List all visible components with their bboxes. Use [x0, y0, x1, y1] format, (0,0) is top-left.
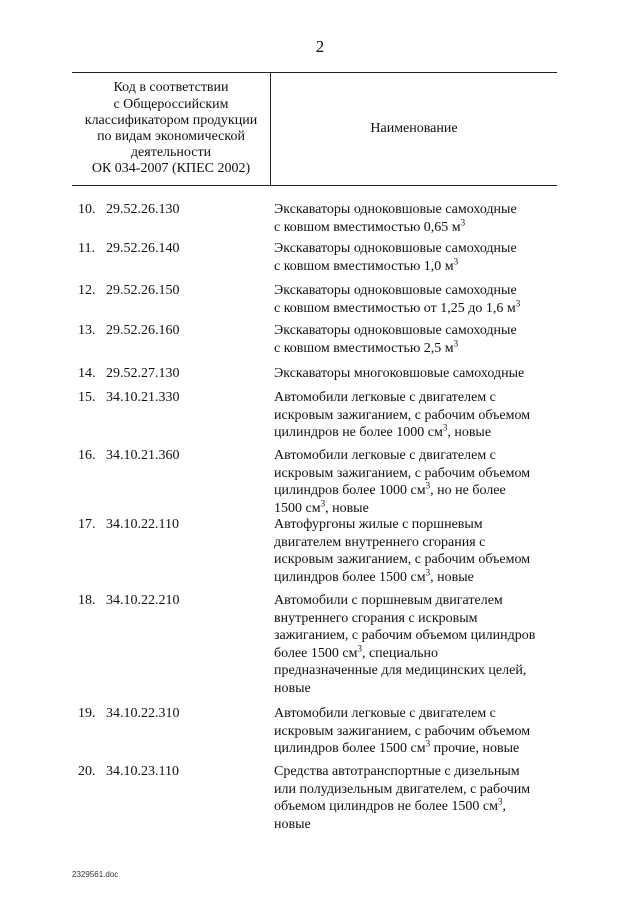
row-name-line: Автомобили легковые с двигателем с	[274, 390, 496, 405]
row-name	[274, 365, 564, 383]
header-code-line: Код в соответствии	[113, 80, 229, 96]
row-name-line: Автофургоны жилые с поршневым	[274, 517, 483, 532]
row-number: 14.	[78, 366, 96, 381]
row-name-line: Автомобили легковые с двигателем с	[274, 448, 496, 463]
page-number: 2	[315, 37, 325, 56]
row-name-line: с ковшом вместимостью 2,5 $м^3$	[274, 337, 459, 356]
superscript: 3	[515, 297, 521, 308]
row-name-line: искровым зажиганием, с рабочим объемом	[274, 723, 531, 739]
superscript: 3	[453, 255, 459, 266]
row-name-line: Экскаваторы одноковшовые самоходные	[274, 283, 517, 298]
row-number: 13.	[78, 323, 96, 338]
header-code-column	[72, 73, 271, 185]
table-header	[72, 72, 557, 186]
header-code-line: ОК 034-2007 (КПЕС 2002)	[91, 161, 251, 177]
row-name-line: цилиндров более 1500 $см^3$, новые	[274, 566, 474, 585]
row-number: 19.	[78, 706, 96, 721]
row-name	[274, 763, 564, 833]
superscript: 3	[498, 796, 503, 807]
row-name	[274, 592, 564, 697]
row-code: 34.10.22.210	[106, 593, 180, 608]
superscript: 3	[460, 216, 466, 227]
row-name-line: Экскаваторы одноковшовые самоходные	[274, 241, 517, 256]
row-name-line: или полудизельным двигателем, с рабочим	[274, 781, 531, 797]
row-code: 34.10.21.330	[106, 390, 180, 405]
row-code: 34.10.21.360	[106, 448, 180, 463]
row-name-line: искровым зажиганием, с рабочим объемом	[274, 552, 531, 567]
superscript: 3	[425, 480, 431, 491]
row-number: 20.	[78, 764, 96, 779]
row-name-line: с ковшом вместимостью 0,65 $м^3$	[274, 216, 466, 235]
row-name	[274, 322, 564, 357]
row-code: 29.52.26.130	[106, 202, 180, 217]
row-code: 34.10.23.110	[106, 764, 179, 779]
row-name	[274, 389, 564, 442]
row-name-line: объемом цилиндров не более 1500 $см^3$,	[274, 796, 506, 814]
row-number: 15.	[78, 390, 96, 405]
row-code: 29.52.27.130	[106, 366, 180, 381]
header-code-line: с Общероссийским	[113, 96, 229, 112]
row-name	[274, 240, 564, 275]
row-code: 34.10.22.310	[106, 706, 180, 721]
superscript: 3	[425, 738, 431, 749]
superscript: 3	[453, 337, 459, 348]
row-code: 29.52.26.140	[106, 241, 180, 256]
row-number: 12.	[78, 283, 96, 298]
header-code-line: классификатором продукции	[84, 112, 258, 128]
row-name-line: цилиндров не более 1000 $см^3$, новые	[274, 422, 492, 440]
row-number: 16.	[78, 448, 96, 463]
superscript: 3	[425, 566, 431, 577]
row-number: 17.	[78, 517, 96, 532]
row-name-line: внутреннего сгорания с искровым	[274, 610, 478, 626]
header-code-line: деятельности	[130, 145, 212, 161]
row-name-line: Экскаваторы одноковшовые самоходные	[274, 202, 517, 217]
footer-doc-name: 2329561.doc	[72, 870, 119, 879]
row-name-line: Автомобили с поршневым двигателем	[274, 593, 503, 608]
row-code: 29.52.26.150	[106, 283, 180, 298]
row-name-line: Средства автотранспортные с дизельным	[274, 764, 520, 779]
row-name-line: новые	[274, 816, 311, 832]
row-name-line: искровым зажиганием, с рабочим объемом	[274, 465, 531, 481]
row-name-line: цилиндров более 1000 $см^3$, но не более	[274, 480, 506, 498]
row-name	[274, 282, 564, 317]
row-name-line: с ковшом вместимостью от 1,25 до 1,6 $м^3$	[274, 297, 521, 316]
superscript: 3	[357, 642, 362, 653]
row-name-line: Автомобили легковые с двигателем с	[274, 706, 496, 721]
row-name-line: более 1500 $см^3$, специально	[274, 642, 439, 661]
row-code: 34.10.22.110	[106, 517, 179, 532]
row-name-line: цилиндров более 1500 $см^3$ прочие, новые	[274, 738, 520, 756]
row-name-line: предназначенные для медицинских целей,	[274, 663, 527, 678]
row-name	[274, 516, 564, 586]
row-code: 29.52.26.160	[106, 323, 180, 338]
row-number: 11.	[78, 241, 95, 256]
superscript: 3	[442, 422, 448, 433]
superscript: 3	[320, 497, 326, 508]
row-name	[274, 447, 564, 517]
row-number: 18.	[78, 593, 96, 608]
row-name-line: зажиганием, с рабочим объемом цилиндров	[274, 628, 536, 643]
row-name-line: с ковшом вместимостью 1,0 $м^3$	[274, 255, 459, 274]
row-name-line: искровым зажиганием, с рабочим объемом	[274, 407, 531, 423]
row-name-line: новые	[274, 680, 311, 696]
header-name-column: Наименование	[370, 121, 458, 136]
row-number: 10.	[78, 202, 96, 217]
row-name-line: 1500 $см^3$, новые	[274, 497, 369, 516]
row-name	[274, 705, 564, 758]
row-name	[274, 201, 564, 236]
row-name-line: двигателем внутреннего сгорания с	[274, 534, 486, 550]
row-name-line: Экскаваторы многоковшовые самоходные	[274, 366, 525, 381]
header-code-line: по видам экономической	[97, 129, 245, 144]
row-name-line: Экскаваторы одноковшовые самоходные	[274, 323, 517, 338]
